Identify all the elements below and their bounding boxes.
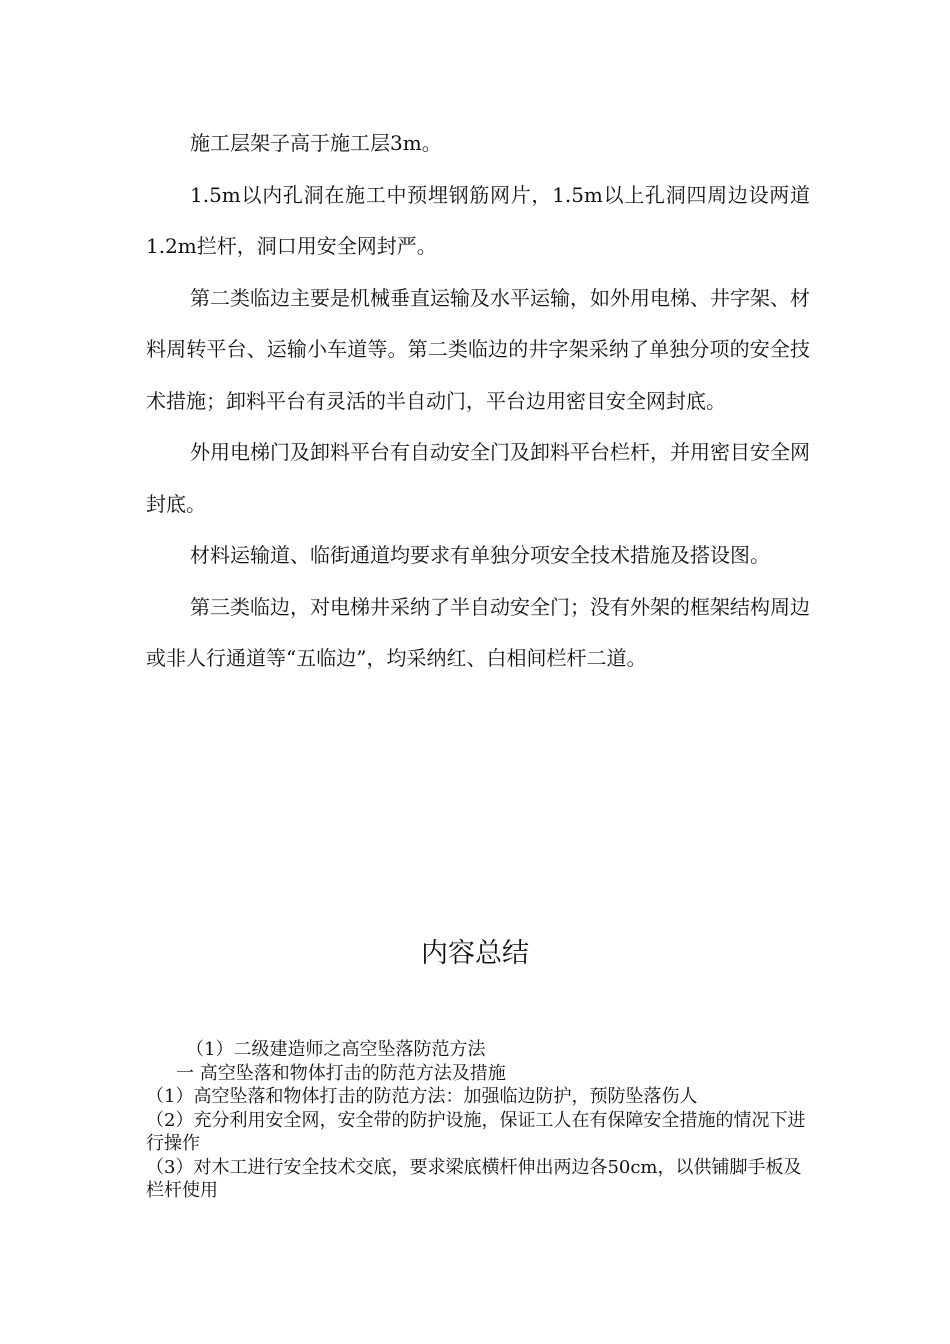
summary-body bbox=[146, 1038, 806, 1203]
summary-line: （3）对木工进行安全技术交底，要求梁底横杆伸出两边各50cm，以供铺脚手板及栏杆使用 bbox=[146, 1156, 802, 1201]
summary-line: 一 高空坠落和物体打击的防范方法及措施 bbox=[176, 1062, 506, 1084]
summary-line: （2）充分利用安全网，安全带的防护设施，保证工人在有保障安全措施的情况下进行操作 bbox=[146, 1109, 806, 1154]
paragraph: 材料运输道、临街通道均要求有单独分项安全技术措施及搭设图。 bbox=[190, 543, 770, 567]
document-body bbox=[146, 118, 810, 685]
summary-line: （1）高空坠落和物体打击的防范方法：加强临边防护，预防坠落伤人 bbox=[146, 1086, 698, 1107]
paragraph: 外用电梯门及卸料平台有自动安全门及卸料平台栏杆，并用密目安全网封底。 bbox=[146, 440, 810, 516]
paragraph: 1.5m以内孔洞在施工中预埋钢筋网片，1.5m以上孔洞四周边设两道1.2m拦杆，洞口用安全网封严。 bbox=[146, 182, 810, 258]
summary-line: （1）二级建造师之高空坠落防范方法 bbox=[186, 1039, 486, 1060]
paragraph: 第二类临边主要是机械垂直运输及水平运输，如外用电梯、井字架、材料周转平台、运输小车道等。第二类临边的井字架采纳了单独分项的安全技术措施；卸料平台有灵活的半自动门，平台边用密目安全网封底。 bbox=[146, 285, 810, 413]
paragraph: 施工层架子高于施工层3m。 bbox=[190, 131, 442, 155]
paragraph: 第三类临边，对电梯井采纳了半自动安全门；没有外架的框架结构周边或非人行通道等“五临边”，均采纳红、白相间栏杆二道。 bbox=[146, 594, 810, 670]
summary-title: 内容总结 bbox=[421, 938, 529, 969]
